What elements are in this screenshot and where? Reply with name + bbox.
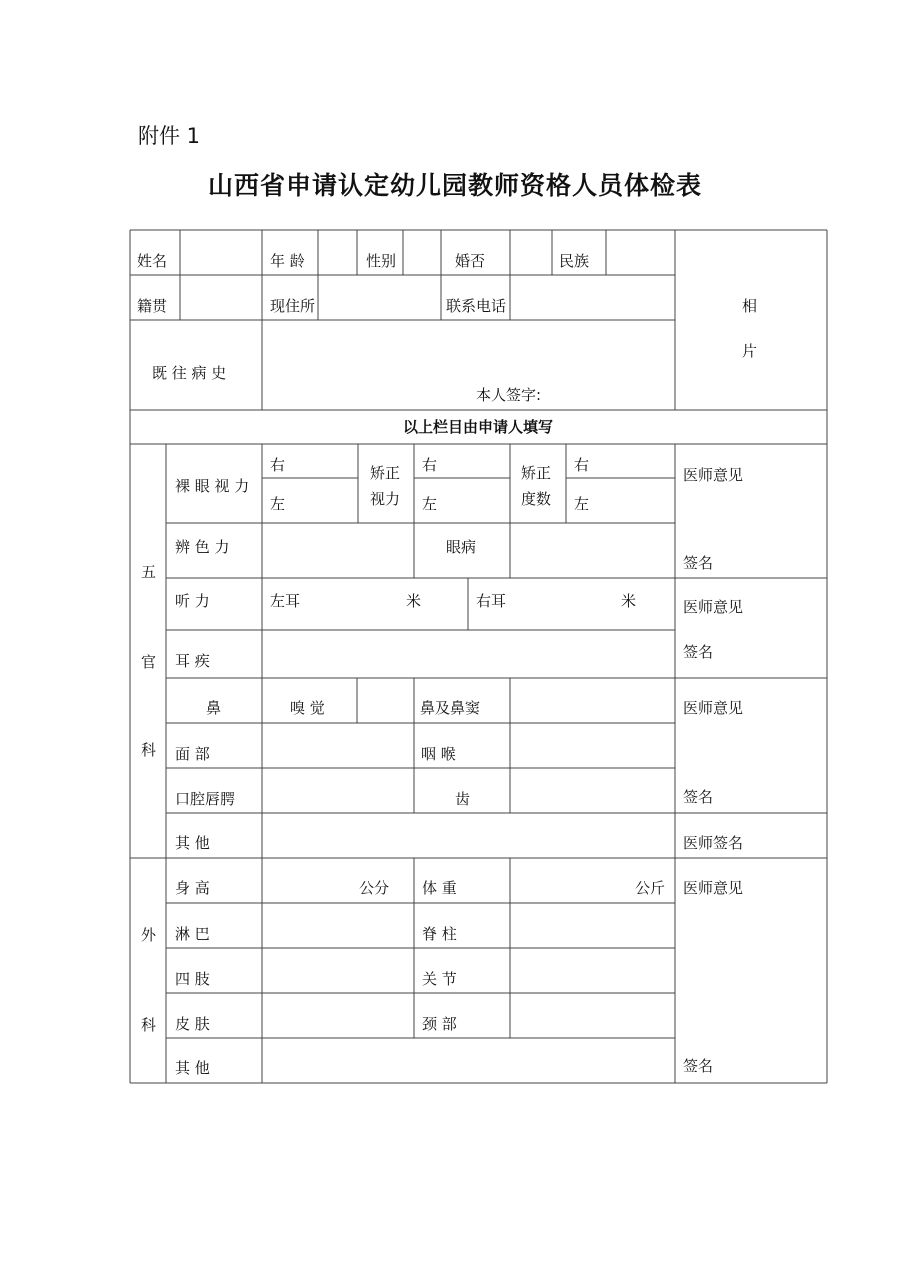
table-grid bbox=[130, 230, 827, 1083]
label-sinus: 鼻及鼻窦 bbox=[420, 699, 481, 717]
label-photo-2: 片 bbox=[742, 342, 758, 360]
label-history: 既 往 病 史 bbox=[152, 364, 227, 382]
label-smell: 嗅 觉 bbox=[290, 699, 325, 717]
surgery-dept-char-1: 外 bbox=[141, 926, 157, 944]
label-right-1: 右 bbox=[270, 456, 286, 474]
label-ethnicity: 民族 bbox=[559, 252, 590, 270]
label-photo-1: 相 bbox=[742, 297, 758, 315]
label-right-3: 右 bbox=[574, 456, 590, 474]
label-skin: 皮 肤 bbox=[175, 1015, 210, 1033]
label-right-ear: 右耳 bbox=[476, 592, 507, 610]
label-sign-1: 签名 bbox=[683, 554, 714, 572]
label-oral: 口腔唇腭 bbox=[175, 790, 236, 808]
label-left-3: 左 bbox=[574, 495, 590, 513]
label-ent-other: 其 他 bbox=[175, 834, 210, 852]
label-doctor-opinion-3: 医师意见 bbox=[683, 699, 744, 717]
label-signature: 本人签字: bbox=[476, 386, 542, 404]
label-doctor-opinion-1: 医师意见 bbox=[683, 466, 744, 484]
label-left-ear: 左耳 bbox=[270, 592, 301, 610]
label-corrected-degree-2: 度数 bbox=[521, 490, 552, 508]
label-nose: 鼻 bbox=[206, 699, 222, 717]
surgery-dept-char-2: 科 bbox=[141, 1016, 157, 1034]
note-applicant-fill: 以上栏目由申请人填写 bbox=[402, 418, 554, 436]
label-residence: 现住所 bbox=[270, 297, 316, 315]
label-right-2: 右 bbox=[422, 456, 438, 474]
label-weight: 体 重 bbox=[422, 879, 457, 897]
label-neck: 颈 部 bbox=[422, 1015, 457, 1033]
label-sign-4: 签名 bbox=[683, 1057, 714, 1075]
label-corrected-vision-2: 视力 bbox=[370, 490, 401, 508]
label-meter-1: 米 bbox=[406, 592, 422, 610]
label-doctor-opinion-2: 医师意见 bbox=[683, 598, 744, 616]
label-left-2: 左 bbox=[422, 495, 438, 513]
label-throat: 咽 喉 bbox=[421, 745, 456, 763]
label-age: 年 龄 bbox=[270, 252, 305, 270]
label-doctor-sign: 医师签名 bbox=[683, 834, 744, 852]
label-name: 姓名 bbox=[137, 252, 168, 270]
label-corrected-degree-1: 矫正 bbox=[521, 464, 552, 482]
label-gender: 性别 bbox=[366, 252, 397, 270]
form-title: 山西省申请认定幼儿园教师资格人员体检表 bbox=[207, 171, 702, 200]
label-hearing: 听 力 bbox=[175, 592, 210, 610]
label-color-vision: 辨 色 力 bbox=[175, 538, 230, 556]
label-left-1: 左 bbox=[270, 495, 286, 513]
label-sign-2: 签名 bbox=[683, 643, 714, 661]
label-limbs: 四 肢 bbox=[175, 970, 210, 988]
label-sign-3: 签名 bbox=[683, 788, 714, 806]
label-spine: 脊 柱 bbox=[422, 925, 457, 943]
label-teeth: 齿 bbox=[455, 790, 471, 808]
label-corrected-vision-1: 矫正 bbox=[370, 464, 401, 482]
label-height: 身 高 bbox=[175, 879, 210, 897]
ent-dept-char-1: 五 bbox=[141, 563, 157, 581]
label-phone: 联系电话 bbox=[446, 297, 507, 315]
label-marital: 婚否 bbox=[455, 252, 486, 270]
attachment-label: 附件 1 bbox=[138, 124, 201, 148]
label-face: 面 部 bbox=[175, 745, 210, 763]
label-ear-disease: 耳 疾 bbox=[175, 652, 210, 670]
label-doctor-opinion-4: 医师意见 bbox=[683, 879, 744, 897]
label-eye-disease: 眼病 bbox=[446, 538, 477, 556]
label-native-place: 籍贯 bbox=[137, 297, 168, 315]
label-lymph: 淋 巴 bbox=[175, 925, 210, 943]
label-surgery-other: 其 他 bbox=[175, 1059, 210, 1077]
ent-dept-char-2: 官 bbox=[141, 653, 157, 671]
label-naked-vision: 裸 眼 视 力 bbox=[175, 477, 250, 495]
label-kg: 公斤 bbox=[635, 879, 666, 897]
ent-dept-char-3: 科 bbox=[141, 741, 157, 759]
label-meter-2: 米 bbox=[621, 592, 637, 610]
label-cm: 公分 bbox=[359, 879, 390, 897]
label-joints: 关 节 bbox=[422, 970, 457, 988]
